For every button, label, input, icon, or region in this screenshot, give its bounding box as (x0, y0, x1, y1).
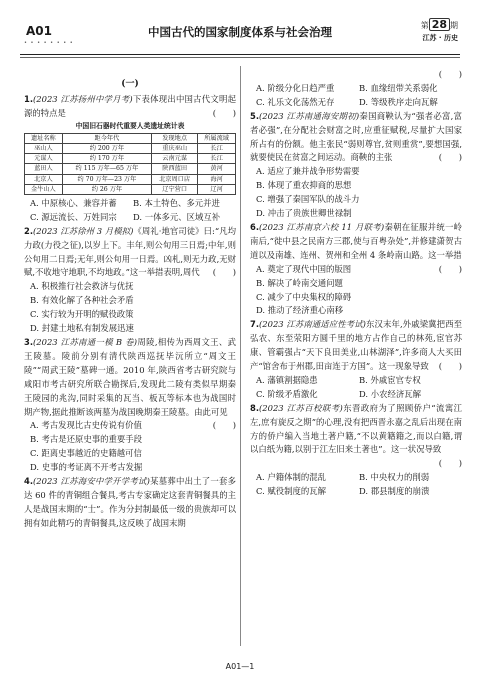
table-header-cell: 所属流域 (198, 133, 236, 143)
option-d[interactable]: D. 冲击了贵族世卿世禄制 (256, 208, 352, 219)
question-source: (2023 江苏百校联考) (259, 402, 343, 413)
answer-bracket: ( ) (438, 69, 462, 79)
question-source: (2023 江苏南通一模 B 卷) (33, 337, 138, 347)
table-row (25, 174, 236, 184)
question-source: (2023 江苏南通海安期初) (259, 110, 360, 121)
question-stem: 《周礼·地官司徒》曰:“凡均力政(力役之征),以岁上下。丰年,则公旬用三日焉;中年,则公旬用二日焉;无年,则公旬用一日焉。凶札,则无力政,无财赋,不收地守地职,不均地政。”这一举措表明,周代 (24, 225, 236, 278)
table-cell: 辽宁营口 (152, 184, 198, 194)
sites-table (24, 133, 236, 195)
question-1 (24, 93, 236, 225)
table-header-cell: 遗址名称 (25, 133, 63, 143)
answer-bracket: ( ) (438, 458, 462, 469)
table-cell: 约 200 万年 (62, 143, 151, 153)
option-d[interactable]: D. 等级秩序走向瓦解 (359, 96, 438, 107)
option-d[interactable]: D. 史事的考证离不开考古发掘 (30, 462, 143, 473)
question-source: (2023 江苏扬州中学月考) (33, 93, 133, 104)
option-a[interactable]: A. 适应了兼并战争形势需要 (256, 166, 360, 177)
table-caption: 中国旧石器时代重要人类遗址统计表 (75, 121, 185, 130)
option-c[interactable]: C. 距离史事越近的史籍越可信 (30, 448, 142, 459)
option-b[interactable]: B. 本土特色、多元并进 (133, 197, 220, 208)
table-header-row (25, 133, 236, 143)
option-c[interactable]: C. 实行较为开明的赋役政策 (30, 309, 134, 320)
question-stem: 秦国商鞅认为“强者必富,富者必强”,在分配社会财富之时,应重征赋税,尽量扩大国家所占有的份额。他主张民“弱则尊官,贫则重赏”,要想国强,就要使民在贫富之间运动。商鞅的主张 (250, 110, 462, 163)
table-cell: 云南元谋 (152, 154, 198, 164)
option-c[interactable]: C. 减少了中央集权的障碍 (256, 291, 352, 302)
option-c[interactable]: C. 源远流长、万姓同宗 (30, 211, 117, 222)
table-cell: 长江 (198, 143, 236, 153)
option-a[interactable]: A. 藩镇割据隐患 (256, 374, 318, 385)
option-d[interactable]: D. 小农经济瓦解 (359, 388, 421, 399)
question-stem: 下表体现出中国古代文明起源的特点是 (24, 93, 236, 118)
option-a[interactable]: A. 积极推行社会救济与优抚 (30, 281, 134, 292)
question-number: 8. (250, 402, 260, 413)
option-b[interactable]: B. 考古是还原史事的重要手段 (30, 434, 142, 445)
question-stem: 东汉末年,外戚梁冀把西至弘农、东至荥阳方圆千里的地方占作自己的林苑,宦官苏康、管霸强占“天下良田美业,山林湖泽”,许多商人大买田产“馆舍布于州郡,田亩连于方国”。这一现象导致 (250, 319, 462, 372)
table-cell: 约 26 万年 (62, 184, 151, 194)
option-c[interactable]: C. 增强了秦国军队的战斗力 (256, 194, 360, 205)
table-header-cell: 距今年代 (62, 133, 151, 143)
issue-prefix: 第 (420, 21, 429, 30)
question-source: (2023 江苏南京六校 11 月联考) (259, 221, 385, 232)
option-d[interactable]: D. 推动了经济重心南移 (256, 305, 344, 316)
answer-bracket: ( ) (212, 420, 236, 431)
question-source: (2023 江苏徐州 3 月模拟) (33, 225, 134, 236)
answer-bracket: ( ) (438, 152, 462, 163)
option-b[interactable]: B. 血缘纽带关系弱化 (359, 82, 438, 93)
question-source: (2023 江苏海安中学开学考试) (33, 476, 150, 487)
option-b[interactable]: B. 解决了岭南交通问题 (256, 277, 343, 288)
table-cell: 约 70 万年—23 万年 (62, 174, 151, 184)
question-number: 6. (250, 221, 260, 232)
question-stem: 某墓葬中出土了一套多达 60 件的青铜组合餐具,考古专家确定这套青铜餐具的主人是战国末期的“士”。作为分封制最低一级的贵族却可以拥有如此精巧的青铜餐具,这反映了战国末期 (24, 476, 237, 528)
option-a[interactable]: A. 考古发现比古史传说有价值 (30, 420, 142, 431)
question-2 (24, 225, 236, 336)
option-b[interactable]: B. 中央权力的削弱 (359, 472, 430, 483)
header-rule (20, 54, 460, 55)
page-footer: A01—1 (225, 662, 255, 671)
right-column (250, 68, 462, 499)
page-title: 中国古代的国家制度体系与社会治理 (148, 25, 332, 39)
issue-number: 28 (429, 18, 450, 31)
option-list (250, 374, 462, 402)
option-list (250, 471, 462, 499)
section-heading: (一) (121, 79, 139, 89)
answer-bracket: ( ) (438, 361, 462, 372)
option-c[interactable]: C. 赋役制度的瓦解 (256, 486, 327, 497)
option-d[interactable]: D. 封建土地私有制发展迅速 (30, 323, 134, 334)
option-a[interactable]: A. 阶级分化日趋严重 (256, 82, 335, 93)
option-d[interactable]: D. 郡县制度的崩溃 (359, 486, 430, 497)
option-d[interactable]: D. 一体多元、区域互补 (133, 211, 221, 222)
question-number: 2. (24, 225, 34, 236)
answer-bracket: ( ) (438, 263, 462, 274)
table-row (25, 154, 236, 164)
header-rule-thin (20, 57, 460, 58)
option-a[interactable]: A. 奠定了现代中国的版图 (256, 263, 352, 274)
table-cell: 巫山人 (25, 143, 63, 153)
table-cell: 北京人 (25, 174, 63, 184)
question-3 (24, 336, 236, 475)
question-number: 3. (24, 337, 34, 347)
question-number: 1. (24, 93, 34, 104)
table-row (25, 184, 236, 194)
question-number: 7. (250, 319, 260, 330)
option-list (250, 82, 462, 110)
question-7 (250, 318, 462, 401)
question-stem: 周陵,相传为西周文王、武王陵墓。陵前分别有清代陕西巡抚毕沅所立“周文王陵”“周武王陵”墓碑一通。2010 年,陕西省考古研究院与咸阳市考古研究所联合勘探后,发现此二陵有类似早期秦王陵园的兆沟,同时采集的瓦当、板瓦等标本也为战国时期产物,据此推断该两墓为战国晚期秦王陵墓。由此可见 (24, 337, 236, 417)
answer-bracket: ( ) (212, 107, 236, 118)
table-cell: 辽河 (198, 184, 236, 194)
option-b[interactable]: B. 体现了重农抑商的思想 (256, 180, 352, 191)
table-row (25, 143, 236, 153)
question-number: 5. (250, 110, 260, 121)
table-cell: 陕西蓝田 (152, 164, 198, 174)
question-4-options (250, 68, 462, 110)
table-cell: 黄河 (198, 164, 236, 174)
option-c[interactable]: C. 阶级矛盾激化 (256, 388, 318, 399)
option-b[interactable]: B. 外戚宦官专权 (359, 374, 421, 385)
table-cell: 长江 (198, 154, 236, 164)
table-cell: 约 115 万年—65 万年 (62, 164, 151, 174)
left-column (24, 78, 236, 531)
question-number: 4. (24, 476, 34, 487)
question-4-start (24, 475, 236, 531)
header-decoration: • • • • • • • • (24, 40, 74, 46)
answer-bracket: ( ) (212, 267, 236, 278)
column-divider (240, 66, 241, 646)
page-header (20, 14, 460, 52)
table-cell: 海河 (198, 174, 236, 184)
table-cell: 北京周口店 (152, 174, 198, 184)
option-c[interactable]: C. 礼乐文化荡然无存 (256, 96, 335, 107)
option-list (24, 197, 236, 225)
table-cell: 蓝田人 (25, 164, 63, 174)
table-row (25, 164, 236, 174)
issue-subject: 江苏 · 历史 (422, 34, 458, 42)
issue-badge (406, 18, 458, 43)
table-cell: 约 170 万年 (62, 154, 151, 164)
option-a[interactable]: A. 中原核心、兼容并蓄 (30, 197, 117, 208)
option-a[interactable]: A. 户籍体制的混乱 (256, 472, 326, 483)
question-source: (2023 江苏南通适应性考试) (259, 319, 366, 330)
question-stem: 秦朝在征服并统一岭南后,“徙中县之民南方三郡,使与百粤杂处”,并修建潇贺古道以及南雄、连州、贺州和全州 4 条岭南山路。这一举措 (250, 221, 463, 260)
option-b[interactable]: B. 有效化解了各种社会矛盾 (30, 295, 134, 306)
table-cell: 元谋人 (25, 154, 63, 164)
table-cell: 金牛山人 (25, 184, 63, 194)
question-5 (250, 110, 462, 221)
page-code: A01 (26, 24, 52, 38)
issue-suffix: 期 (450, 21, 458, 30)
question-stem: 东晋政府为了照顾侨户“流寓江左,庶有旋反之期”的心理,没有把西晋永嘉之乱后出现在南方的侨户编入当地土著户籍,“不以黄籍籍之,而以白籍,谓以白纸为籍,以别于江左旧来土著也”。这一状况导致 (250, 402, 462, 455)
question-8 (250, 402, 462, 499)
question-6 (250, 221, 462, 318)
table-cell: 重庆巫山 (152, 143, 198, 153)
table-header-cell: 发现地点 (152, 133, 198, 143)
